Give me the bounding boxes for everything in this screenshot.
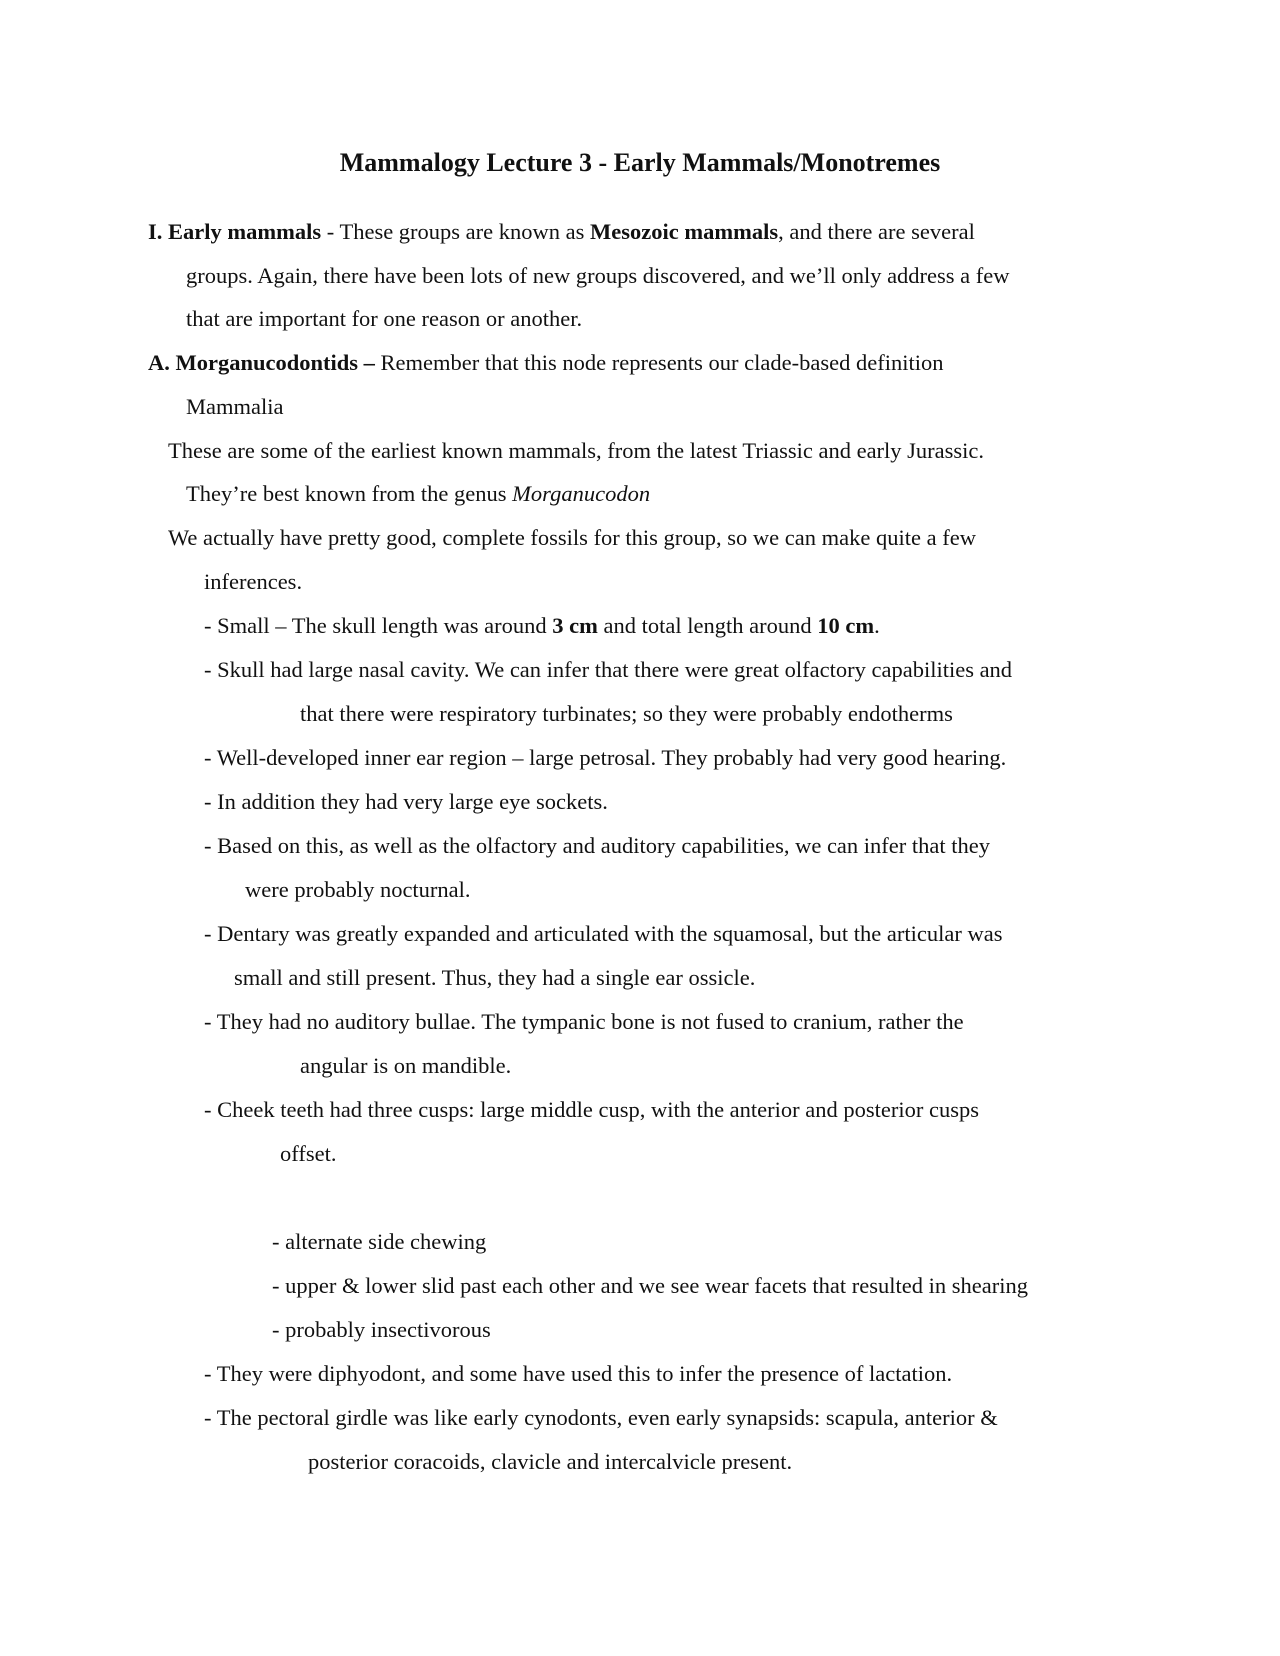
section-i-text: , and there are several bbox=[778, 219, 975, 244]
section-i-line-3: that are important for one reason or another. bbox=[186, 306, 583, 331]
section-a-heading: A. Morganucodontids – bbox=[148, 350, 375, 375]
para-2-line-1: We actually have pretty good, complete fossils for this group, so we can make quite a few bbox=[168, 525, 976, 550]
bullet-dentary-line-1: - Dentary was greatly expanded and articulated with the squamosal, but the articular was bbox=[204, 921, 1003, 946]
para-1-line-2 bbox=[186, 479, 650, 509]
skull-length-value: 3 cm bbox=[552, 613, 598, 638]
bullet-bullae-line-2: angular is on mandible. bbox=[300, 1053, 512, 1078]
section-i-bold-term: Mesozoic mammals bbox=[590, 219, 779, 244]
genus-name: Morganucodon bbox=[512, 481, 651, 506]
para-1-line-1: These are some of the earliest known mammals, from the latest Triassic and early Jurassic. bbox=[168, 438, 985, 463]
bullet-bullae-line-1: - They had no auditory bullae. The tympanic bone is not fused to cranium, rather the bbox=[204, 1009, 964, 1034]
page-title: Mammalogy Lecture 3 - Early Mammals/Monotremes bbox=[339, 148, 941, 177]
section-i-text: - These groups are known as bbox=[321, 219, 591, 244]
sub-bullet-chewing: - alternate side chewing bbox=[272, 1229, 487, 1254]
bullet-text: - Small – The skull length was around bbox=[204, 613, 553, 638]
section-i-line-1 bbox=[148, 217, 975, 247]
bullet-nasal-line-1: - Skull had large nasal cavity. We can infer that there were great olfactory capabilities and bbox=[204, 657, 1013, 682]
bullet-nasal-line-2: that there were respiratory turbinates; so they were probably endotherms bbox=[300, 701, 953, 726]
bullet-text: and total length around bbox=[597, 613, 818, 638]
para-2-line-2: inferences. bbox=[204, 569, 303, 594]
total-length-value: 10 cm bbox=[817, 613, 875, 638]
section-a-line-2: Mammalia bbox=[186, 394, 284, 419]
bullet-text: . bbox=[874, 613, 880, 638]
bullet-eyes: - In addition they had very large eye sockets. bbox=[204, 789, 608, 814]
bullet-pectoral-line-2: posterior coracoids, clavicle and intercalvicle present. bbox=[308, 1449, 793, 1474]
sub-bullet-shearing: - upper & lower slid past each other and we see wear facets that resulted in shearing bbox=[272, 1273, 1028, 1298]
bullet-cheek-line-2: offset. bbox=[280, 1141, 337, 1166]
para-1-text: They’re best known from the genus bbox=[186, 481, 513, 506]
bullet-pectoral-line-1: - The pectoral girdle was like early cynodonts, even early synapsids: scapula, anterior & bbox=[204, 1405, 998, 1430]
bullet-cheek-line-1: - Cheek teeth had three cusps: large middle cusp, with the anterior and posterior cusps bbox=[204, 1097, 979, 1122]
bullet-nocturnal-line-1: - Based on this, as well as the olfactory and auditory capabilities, we can infer that they bbox=[204, 833, 990, 858]
section-a-line-1 bbox=[148, 348, 943, 378]
section-i-heading: I. Early mammals bbox=[148, 219, 322, 244]
bullet-nocturnal-line-2: were probably nocturnal. bbox=[245, 877, 471, 902]
bullet-diphyodont: - They were diphyodont, and some have used this to infer the presence of lactation. bbox=[204, 1361, 953, 1386]
sub-bullet-insectivorous: - probably insectivorous bbox=[272, 1317, 491, 1342]
section-i-line-2: groups. Again, there have been lots of new groups discovered, and we’ll only address a few bbox=[186, 263, 1010, 288]
bullet-small bbox=[204, 611, 880, 641]
bullet-dentary-line-2: small and still present. Thus, they had a single ear ossicle. bbox=[234, 965, 756, 990]
bullet-ear: - Well-developed inner ear region – large petrosal. They probably had very good hearing. bbox=[204, 745, 1007, 770]
section-a-text: Remember that this node represents our clade-based definition bbox=[374, 350, 944, 375]
